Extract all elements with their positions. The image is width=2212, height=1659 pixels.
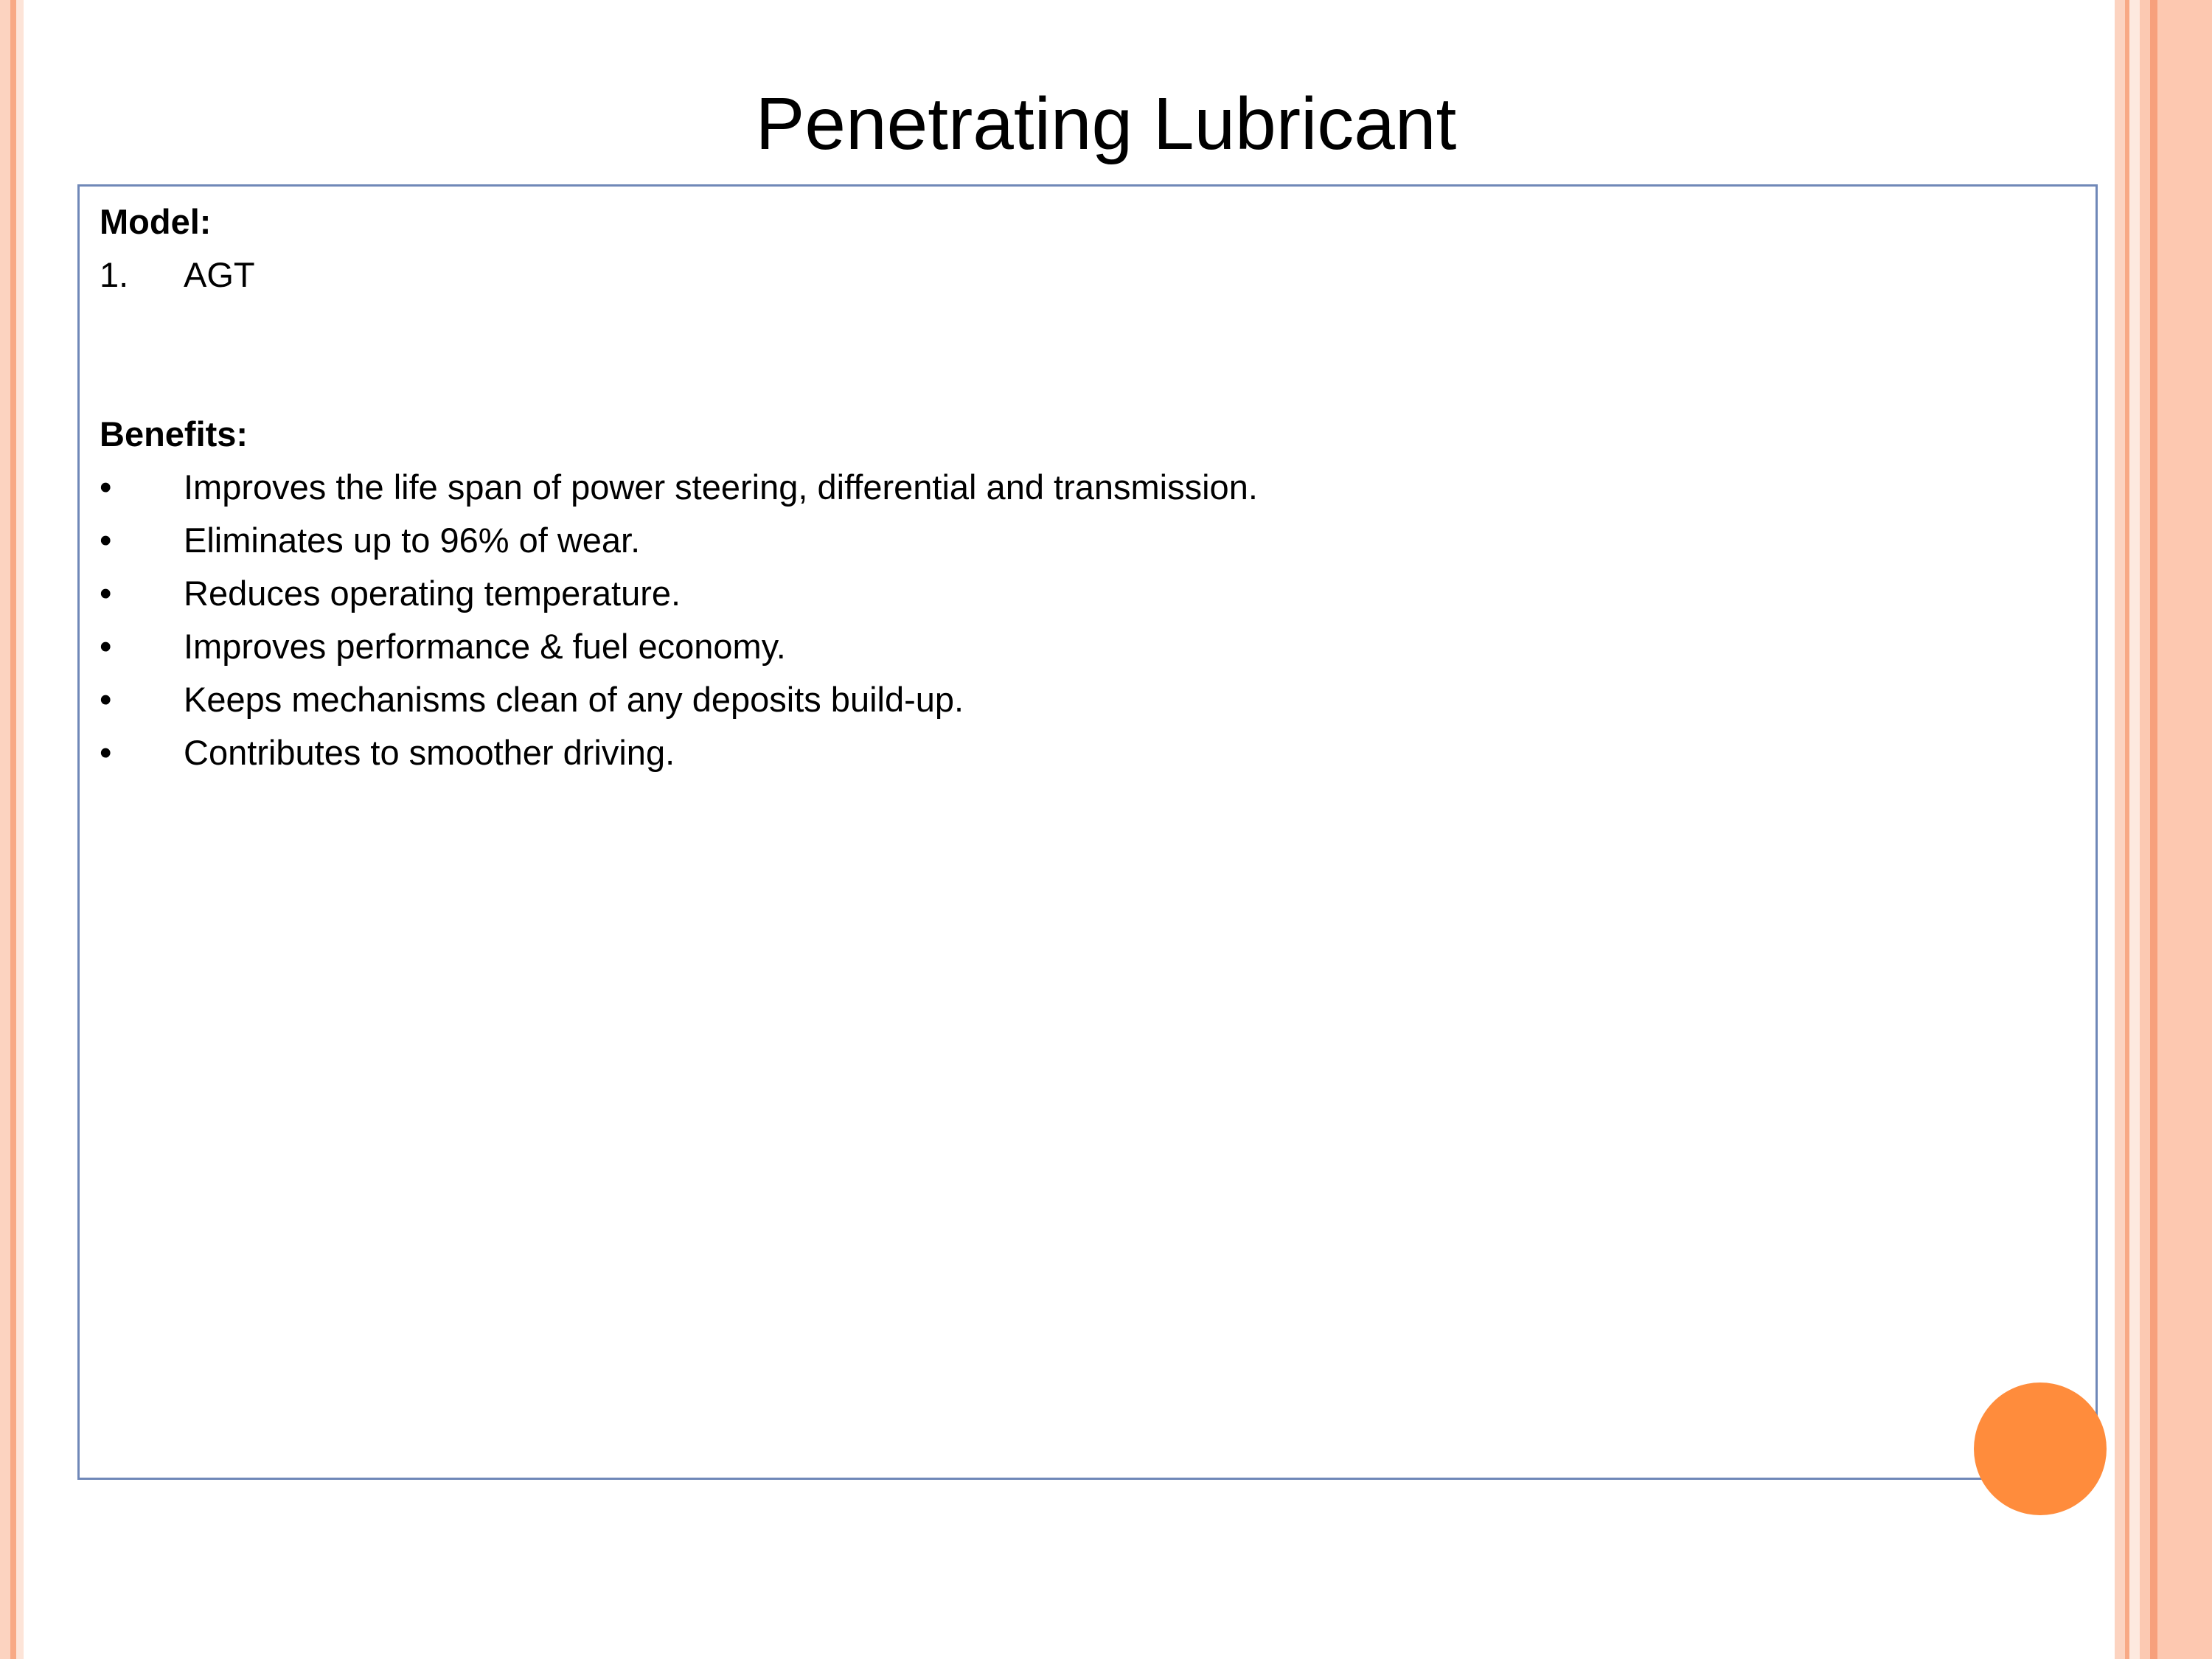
list-item [100,620,2017,673]
benefit-text: Contributes to smoother driving. [184,733,675,772]
benefit-text: Eliminates up to 96% of wear. [184,521,641,560]
bullet-marker: • [100,521,112,560]
list-item [100,248,2017,302]
orange-circle-decoration [1974,1382,2107,1515]
right-decorative-stripe [2140,0,2150,1659]
benefit-text: Improves the life span of power steering, differential and transmission. [184,467,1258,507]
bullet-marker: • [100,467,112,507]
benefit-text: Improves performance & fuel economy. [184,627,786,666]
slide-body [100,195,2017,779]
model-heading: Model: [100,202,212,241]
list-item [100,726,2017,779]
right-decorative-stripe [2129,0,2140,1659]
right-decorative-stripe [2115,0,2125,1659]
right-decorative-stripe [2150,0,2157,1659]
benefit-text: Reduces operating temperature. [184,574,681,613]
left-decorative-stripe [10,0,16,1659]
benefit-text: Keeps mechanisms clean of any deposits build-up. [184,680,964,719]
model-name: AGT [184,255,255,294]
slide-title: Penetrating Lubricant [755,83,1457,165]
left-decorative-stripe [0,0,10,1659]
right-decorative-stripe [2157,0,2212,1659]
list-item [100,514,2017,567]
list-number: 1. [100,255,129,294]
bullet-marker: • [100,574,112,613]
list-item [100,461,2017,514]
bullet-marker: • [100,733,112,772]
spacer [100,302,2017,408]
list-item [100,567,2017,620]
bullet-marker: • [100,627,112,666]
left-decorative-stripe [16,0,24,1659]
list-item [100,673,2017,726]
benefits-heading: Benefits: [100,414,248,453]
bullet-marker: • [100,680,112,719]
